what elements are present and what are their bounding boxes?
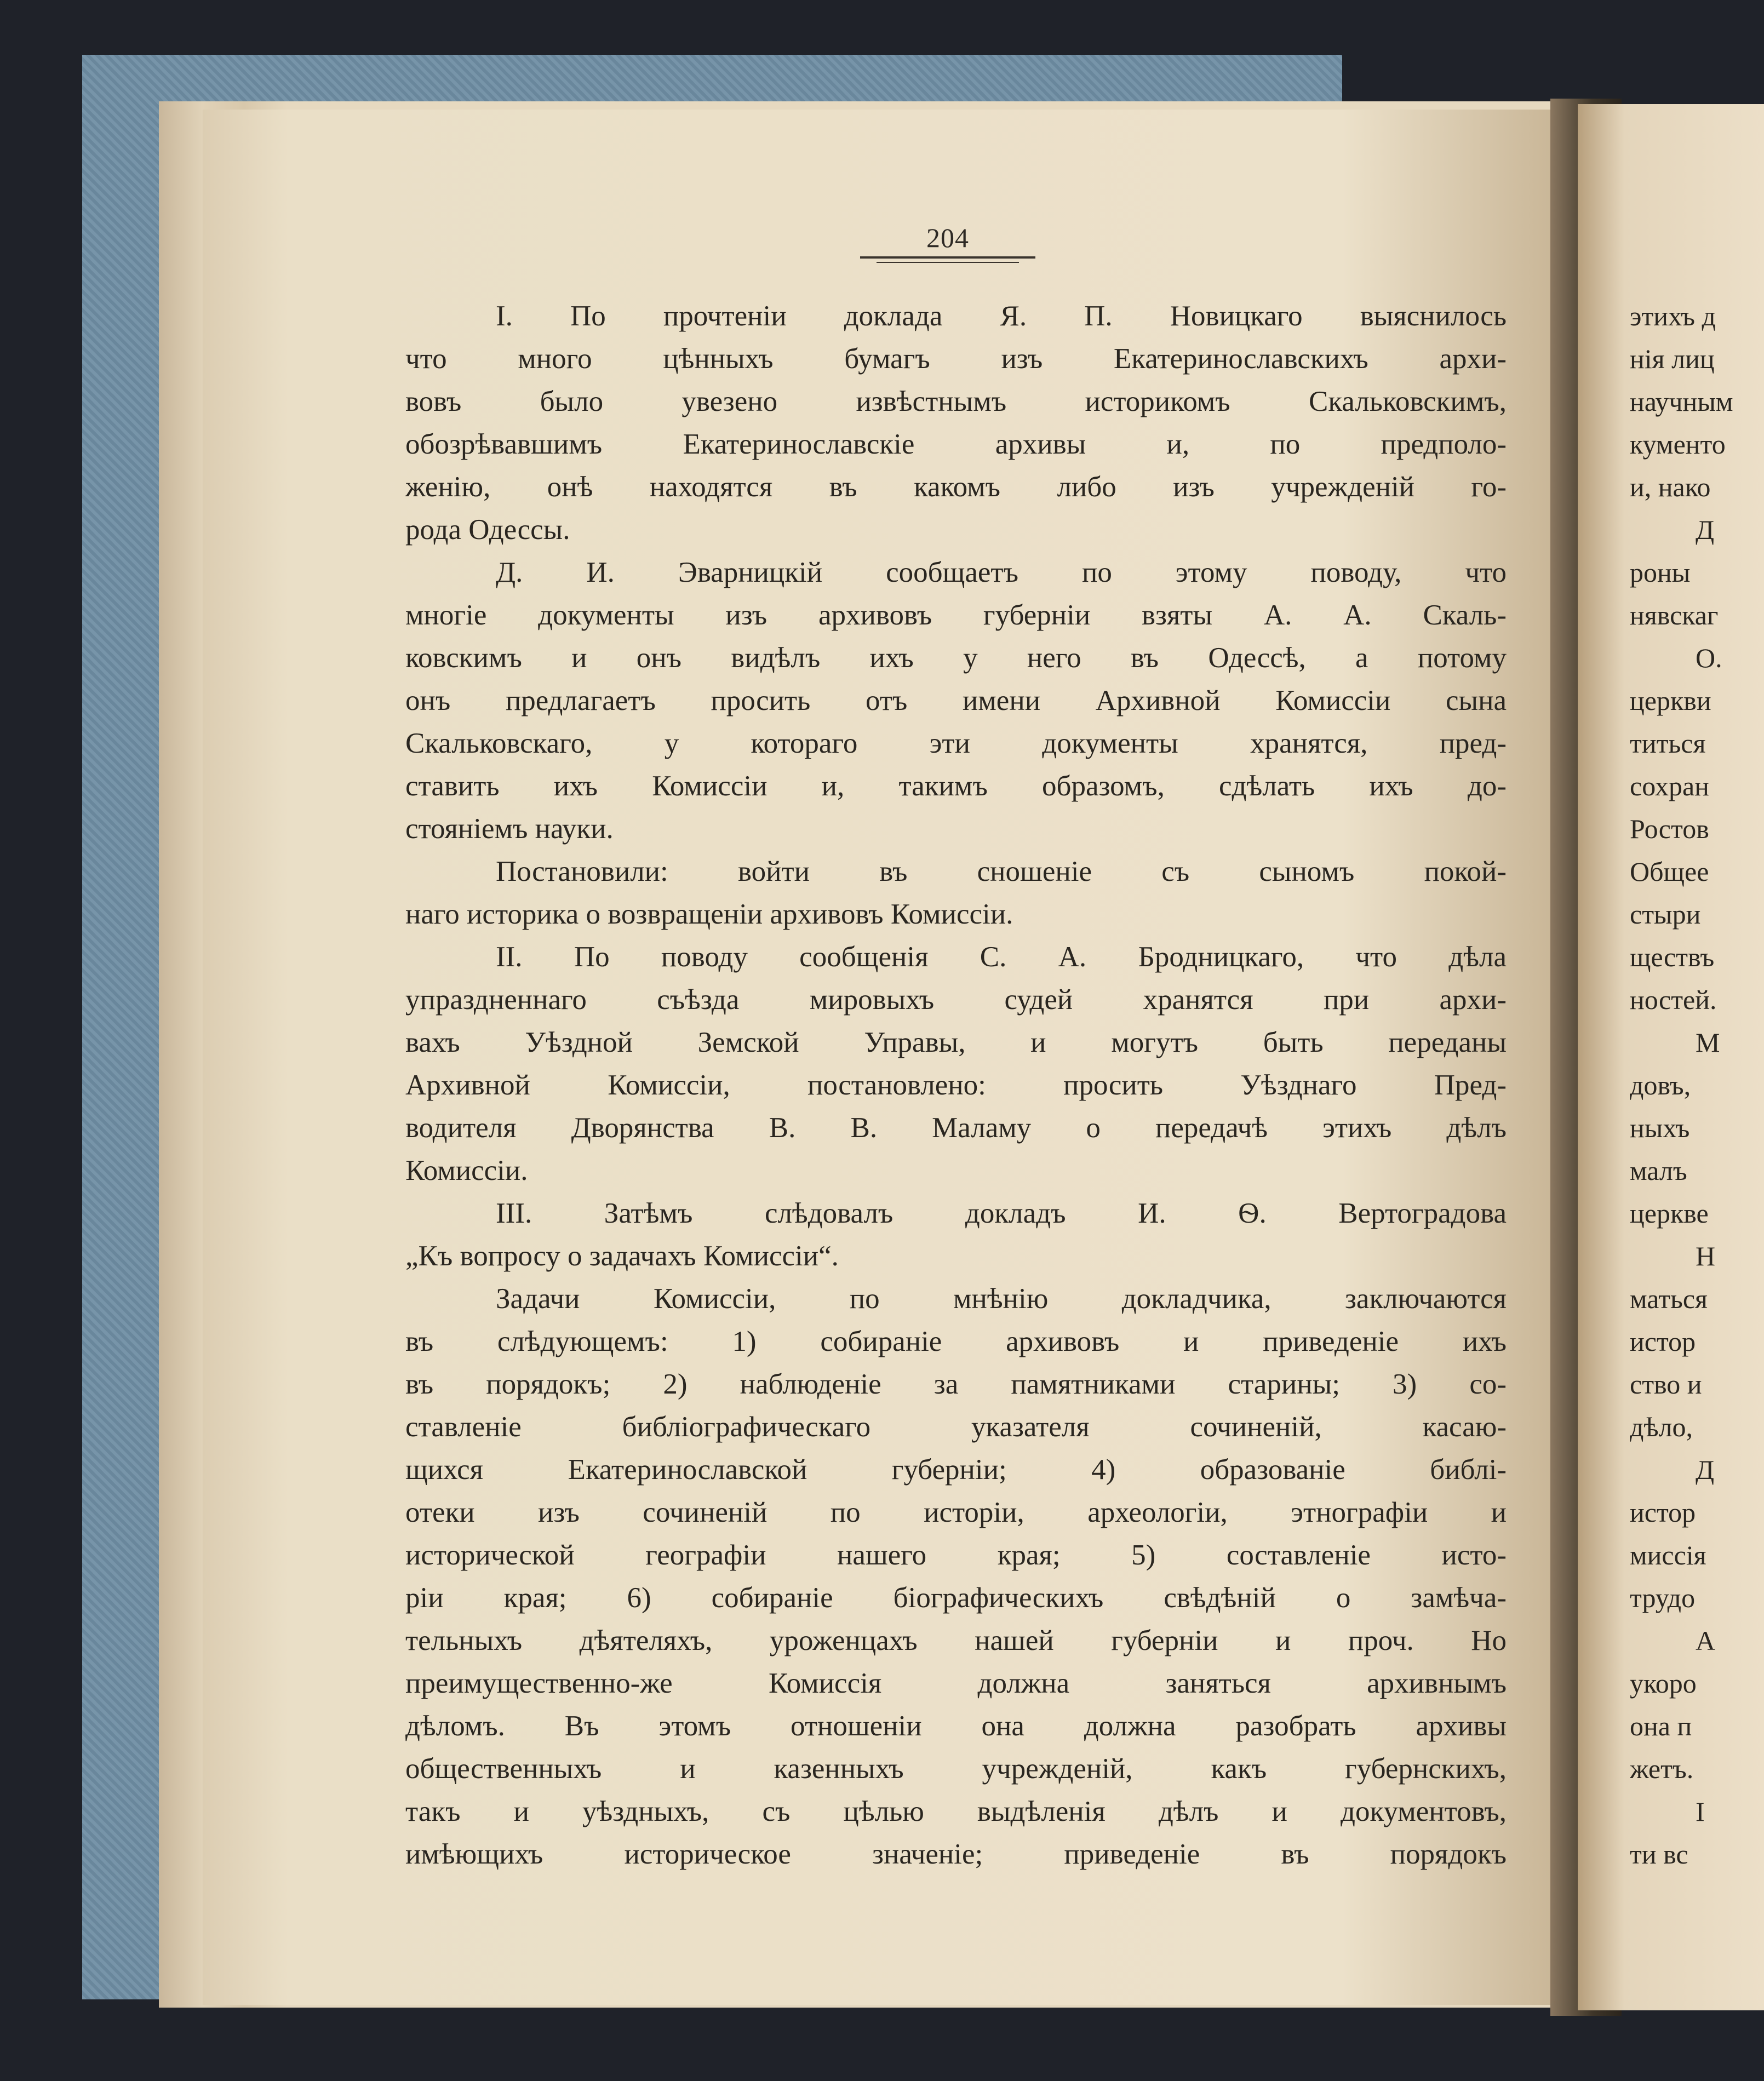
- text-line: отеки изъ сочиненiй по исторiи, археологiи, этнографiи и: [405, 1497, 1507, 1528]
- text-line: Архивной Комиссiи, постановлено: просить Уѣзднаго Пред-: [405, 1069, 1507, 1101]
- text-line: исторической географiи нашего края; 5) составленiе исто-: [405, 1539, 1507, 1571]
- right-page-text: [1630, 295, 1764, 1876]
- text-line: ставить ихъ Комиссiи и, такимъ образомъ, сдѣлать ихъ до-: [405, 770, 1507, 802]
- text-line: вовъ было увезено извѣстнымъ историкомъ Скальковскимъ,: [405, 386, 1507, 417]
- text-line: Д. И. Эварницкiй сообщаетъ по этому поводу, что: [496, 557, 1507, 588]
- left-page-text: [405, 295, 1507, 1876]
- right-text-line: А: [1696, 1625, 1716, 1656]
- text-line: женiю, онѣ находятся въ какомъ либо изъ учрежденiй го-: [405, 471, 1507, 503]
- text-line: I. По прочтенiи доклада Я. П. Новицкаго выяснилось: [496, 300, 1507, 332]
- right-text-line: этихъ д: [1630, 301, 1716, 331]
- page-number-rule-thin: [877, 262, 1019, 263]
- right-text-line: ныхъ: [1630, 1113, 1690, 1143]
- right-text-line: нiя лиц: [1630, 343, 1715, 374]
- text-line: упраздненнаго съѣзда мировыхъ судей хранятся при архи-: [405, 984, 1507, 1016]
- text-line: ставленiе библiографическаго указателя сочиненiй, касаю-: [405, 1411, 1507, 1443]
- right-text-line: истор: [1630, 1326, 1696, 1357]
- text-line: обозрѣвавшимъ Екатеринославскiе архивы и, по предполо-: [405, 428, 1507, 460]
- text-line: Скальковскаго, у котораго эти документы хранятся, пред-: [405, 727, 1507, 759]
- right-text-line: О.: [1696, 643, 1722, 673]
- text-line: въ порядокъ; 2) наблюденiе за памятниками старины; 3) со-: [405, 1368, 1507, 1400]
- right-text-line: роны: [1630, 557, 1691, 588]
- text-line: дѣломъ. Въ этомъ отношенiи она должна разобрать архивы: [405, 1710, 1507, 1742]
- text-line: стоянiемъ науки.: [405, 813, 614, 845]
- right-text-line: І: [1696, 1796, 1705, 1827]
- right-text-line: и, нако: [1630, 472, 1711, 502]
- right-text-line: ство и: [1630, 1369, 1702, 1400]
- right-text-line: нявскаг: [1630, 600, 1719, 630]
- right-text-line: Д: [1696, 1454, 1715, 1485]
- right-text-line: дѣло,: [1630, 1412, 1693, 1442]
- page-number-rule: [860, 256, 1035, 259]
- text-line: II. По поводу сообщенiя С. А. Бродницкаго, что дѣла: [496, 941, 1507, 973]
- right-text-line: Ростов: [1630, 813, 1709, 844]
- right-text-line: укоро: [1630, 1668, 1697, 1699]
- text-line: щихся Екатеринославской губернiи; 4) образованiе библi-: [405, 1454, 1507, 1486]
- text-line: Задачи Комиссiи, по мнѣнiю докладчика, заключаются: [496, 1283, 1507, 1315]
- right-text-line: довъ,: [1630, 1070, 1691, 1100]
- page-number: 204: [926, 222, 969, 253]
- right-text-line: кументо: [1630, 429, 1726, 460]
- text-line: что много цѣнныхъ бумагъ изъ Екатеринославскихъ архи-: [405, 343, 1507, 375]
- right-text-line: М: [1696, 1027, 1720, 1058]
- text-line: имѣющихъ историческое значенiе; приведенiе въ порядокъ: [405, 1838, 1507, 1870]
- text-line: Комиссiи.: [405, 1155, 528, 1186]
- right-text-line: истор: [1630, 1497, 1696, 1528]
- right-text-line: трудо: [1630, 1583, 1696, 1613]
- right-text-line: маться: [1630, 1283, 1708, 1314]
- text-line: въ слѣдующемъ: 1) собиранiе архивовъ и приведенiе ихъ: [405, 1326, 1507, 1357]
- text-line: рода Одессы.: [405, 514, 570, 546]
- text-line: наго историка о возвращенiи архивовъ Комиссiи.: [405, 898, 1013, 930]
- text-line: преимущественно-же Комиссiя должна заняться архивнымъ: [405, 1667, 1507, 1699]
- right-text-line: жетъ.: [1630, 1753, 1694, 1784]
- right-text-line: ти вс: [1630, 1839, 1688, 1870]
- text-line: тельныхъ дѣятеляхъ, уроженцахъ нашей губернiи и проч. Но: [405, 1625, 1507, 1656]
- right-text-line: миссiя: [1630, 1540, 1706, 1570]
- right-text-line: церкви: [1630, 685, 1711, 716]
- right-text-line: она п: [1630, 1711, 1692, 1741]
- right-text-line: церкве: [1630, 1198, 1709, 1229]
- right-text-line: научным: [1630, 386, 1733, 417]
- right-text-line: сохран: [1630, 771, 1709, 801]
- text-line: рiи края; 6) собиранiе бiографическихъ свѣдѣнiй о замѣча-: [405, 1582, 1507, 1614]
- right-text-line: Н: [1696, 1241, 1716, 1271]
- right-text-line: стыри: [1630, 899, 1701, 930]
- text-line: вахъ Уѣздной Земской Управы, и могутъ быть переданы: [405, 1027, 1507, 1058]
- text-line: III. Затѣмъ слѣдовалъ докладъ И. Ѳ. Вертоградова: [496, 1197, 1507, 1229]
- text-line: онъ предлагаетъ просить отъ имени Архивной Комиссiи сына: [405, 685, 1507, 716]
- right-text-line: Общее: [1630, 856, 1709, 887]
- text-line: водителя Дворянства В. В. Маламу о передачѣ этихъ дѣлъ: [405, 1112, 1507, 1144]
- text-line: общественныхъ и казенныхъ учрежденiй, какъ губернскихъ,: [405, 1753, 1507, 1785]
- text-line: „Къ вопросу о задачахъ Комиссiи“.: [405, 1240, 839, 1272]
- right-text-line: малъ: [1630, 1155, 1687, 1186]
- text-line: ковскимъ и онъ видѣлъ ихъ у него въ Одессѣ, а потому: [405, 642, 1507, 674]
- right-text-line: ществъ: [1630, 942, 1715, 972]
- text-line: Постановили: войти въ сношенiе съ сыномъ покой-: [496, 856, 1507, 887]
- right-text-line: Д: [1696, 514, 1715, 545]
- right-text-line: титься: [1630, 728, 1706, 759]
- text-line: такъ и уѣздныхъ, съ цѣлью выдѣленiя дѣлъ и документовъ,: [405, 1796, 1507, 1827]
- right-text-line: ностей.: [1630, 984, 1717, 1015]
- text-line: многiе документы изъ архивовъ губернiи взяты А. А. Скаль-: [405, 599, 1507, 631]
